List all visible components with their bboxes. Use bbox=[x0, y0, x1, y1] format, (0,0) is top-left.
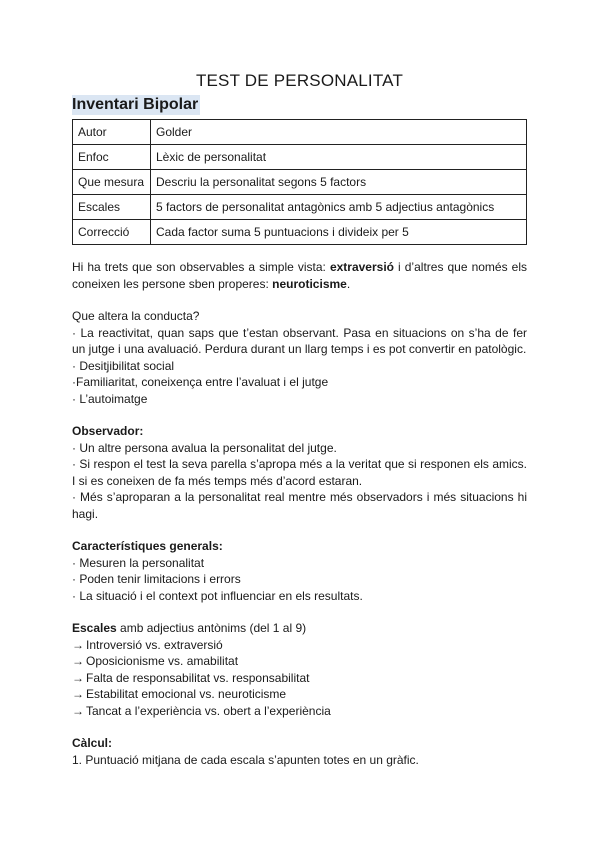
table-row bbox=[73, 195, 527, 220]
escales-heading bbox=[72, 620, 527, 637]
table-cell-key: Correcció bbox=[73, 220, 151, 245]
section-subtitle: Inventari Bipolar bbox=[72, 96, 199, 113]
calcul-heading: Càlcul: bbox=[72, 736, 113, 750]
intro-text: i d’altres que només els coneixen les persone sben properes: bbox=[72, 260, 527, 291]
list-item: 1. Puntuació mitjana de cada escala s’apunten totes en un gràfic. bbox=[72, 752, 419, 767]
list-item: · Desitjibilitat social bbox=[72, 358, 175, 373]
list-item: · Mesuren la personalitat bbox=[72, 555, 205, 570]
scale-item: Introversió vs. extraversió bbox=[86, 637, 223, 652]
table-cell-key: Autor bbox=[73, 120, 151, 145]
scale-item: Oposicionisme vs. amabilitat bbox=[86, 654, 239, 668]
list-item: · La reactivitat, quan saps que t’estan observant. Pasa en situacions on s’ha de fer un jutge i una avaluació. Perdura durant un llarg temps i es pot convertir en patològic. bbox=[72, 325, 527, 356]
list-item: · Un altre persona avalua la personalitat del jutge. bbox=[72, 440, 337, 455]
intro-bold-extraversio: extraversió bbox=[329, 260, 394, 274]
scale-item: Tancat a l’experiència vs. obert a l’experiència bbox=[86, 703, 331, 718]
escales-heading-rest: amb adjectius antònims (del 1 al 9) bbox=[116, 621, 307, 635]
arrow-right-icon: → bbox=[72, 703, 84, 718]
arrow-right-icon: → bbox=[72, 654, 84, 668]
table-cell-value: Golder bbox=[151, 120, 527, 145]
list-item bbox=[72, 653, 527, 670]
table-cell-key: Enfoc bbox=[73, 145, 151, 170]
arrow-right-icon: → bbox=[72, 637, 84, 652]
info-table bbox=[72, 119, 527, 245]
list-item: · Si respon el test la seva parella s’apropa més a la veritat que si responen els amics. I si es coneixen de fa més temps més d’acord estaran. bbox=[72, 457, 527, 488]
list-item bbox=[72, 670, 527, 687]
escales-heading-bold: Escales bbox=[72, 621, 117, 635]
list-item bbox=[72, 637, 527, 654]
document-page bbox=[72, 70, 527, 768]
table-cell-value: Lèxic de personalitat bbox=[151, 145, 527, 170]
table-cell-value: 5 factors de personalitat antagònics amb 5 adjectius antagònics bbox=[151, 195, 527, 220]
table-row bbox=[73, 170, 527, 195]
intro-text: Hi ha trets que son observables a simple vista: bbox=[72, 260, 330, 274]
observador-heading: Observador: bbox=[72, 424, 144, 438]
list-item: ·Familiaritat, coneixença entre l’avaluat i el jutge bbox=[72, 375, 329, 389]
intro-bold-neuroticisme: neuroticisme bbox=[272, 276, 347, 291]
table-row bbox=[73, 145, 527, 170]
list-item: · L’autoimatge bbox=[72, 391, 148, 406]
arrow-right-icon: → bbox=[72, 670, 84, 685]
document-title: TEST DE PERSONALITAT bbox=[195, 71, 404, 90]
list-item: · Més s’aproparan a la personalitat real mentre més observadors i més situacions hi hagi. bbox=[72, 490, 527, 521]
table-cell-key: Que mesura bbox=[73, 170, 151, 195]
arrow-right-icon: → bbox=[72, 687, 84, 701]
list-item bbox=[72, 686, 527, 703]
scale-item: Estabilitat emocional vs. neuroticisme bbox=[86, 687, 287, 701]
intro-text: . bbox=[346, 276, 351, 291]
table-row bbox=[73, 220, 527, 245]
intro-paragraph bbox=[72, 259, 527, 292]
conducta-heading: Que altera la conducta? bbox=[72, 309, 200, 323]
table-cell-value: Cada factor suma 5 puntuacions i divideix per 5 bbox=[151, 220, 527, 245]
list-item bbox=[72, 703, 527, 720]
list-item: · Poden tenir limitacions i errors bbox=[72, 572, 241, 586]
list-item: · La situació i el context pot influenciar en els resultats. bbox=[72, 588, 363, 603]
scale-item: Falta de responsabilitat vs. responsabilitat bbox=[86, 670, 310, 685]
table-row bbox=[73, 120, 527, 145]
table-cell-key: Escales bbox=[73, 195, 151, 220]
caracteristiques-heading: Característiques generals: bbox=[72, 539, 223, 553]
table-cell-value: Descriu la personalitat segons 5 factors bbox=[151, 170, 527, 195]
